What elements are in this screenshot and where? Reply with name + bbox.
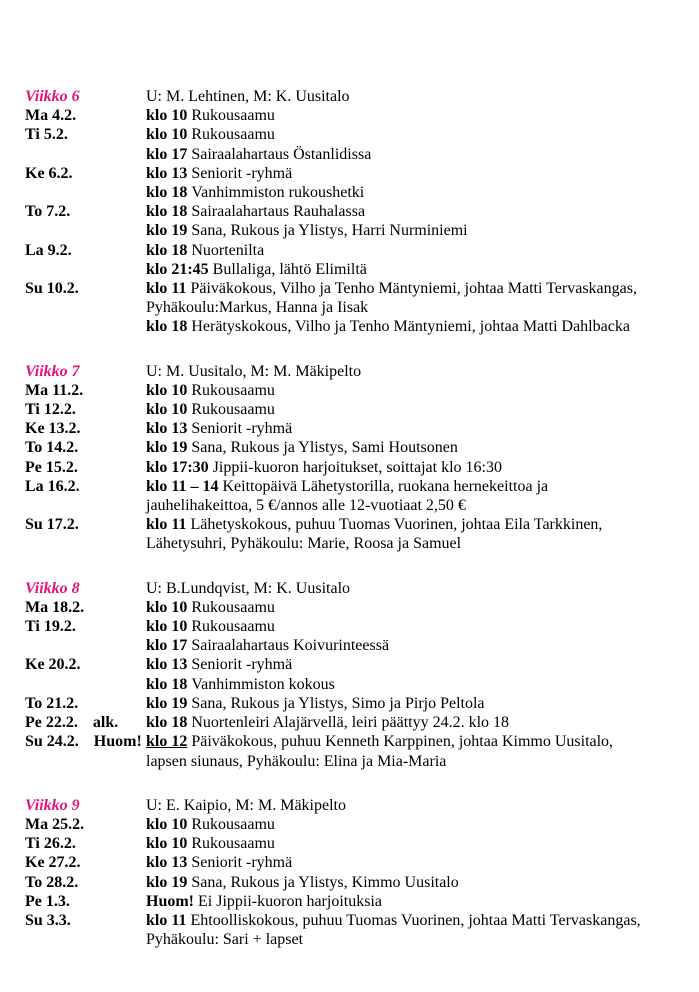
schedule-row bbox=[25, 873, 693, 892]
event-text: Rukousaamu bbox=[191, 401, 275, 419]
schedule-row bbox=[25, 477, 693, 496]
week-leaders-cell bbox=[146, 87, 693, 106]
day-cell bbox=[25, 419, 146, 438]
schedule-row bbox=[25, 930, 693, 949]
schedule-row bbox=[25, 125, 693, 144]
event-time: klo 10 bbox=[146, 815, 188, 833]
event-text: Keittopäivä Lähetystorilla, ruokana hernekeittoa ja bbox=[222, 477, 549, 495]
schedule-row bbox=[25, 164, 693, 183]
event-cell bbox=[146, 298, 693, 317]
event-text: jauhelihakeittoa, 5 €/annos alle 12-vuotiaat 2,50 € bbox=[146, 497, 466, 515]
week-section bbox=[25, 87, 693, 337]
event-cell bbox=[146, 496, 693, 515]
event-cell bbox=[146, 106, 693, 125]
day-label: To 14.2. bbox=[25, 439, 79, 457]
week-leaders-cell bbox=[146, 362, 693, 381]
event-text: Bullaliga, lähtö Elimiltä bbox=[212, 260, 367, 278]
event-cell bbox=[146, 477, 693, 496]
event-cell bbox=[146, 458, 693, 477]
schedule-row bbox=[25, 515, 693, 534]
day-label: Ti 26.2. bbox=[25, 835, 76, 853]
day-label: Su 3.3. bbox=[25, 911, 71, 929]
event-cell bbox=[146, 221, 693, 240]
event-cell bbox=[146, 675, 693, 694]
week-leaders: U: B.Lundqvist, M: K. Uusitalo bbox=[146, 579, 351, 597]
day-label: Su 17.2. bbox=[25, 516, 79, 534]
day-cell bbox=[25, 598, 146, 617]
day-label: Ke 20.2. bbox=[25, 656, 81, 674]
schedule-row bbox=[25, 438, 693, 457]
schedule-row bbox=[25, 202, 693, 221]
event-time: klo 17 bbox=[146, 145, 188, 163]
event-cell bbox=[146, 202, 693, 221]
event-time: klo 10 bbox=[146, 126, 188, 144]
event-time: klo 10 bbox=[146, 598, 188, 616]
day-label: Ma 18.2. bbox=[25, 598, 85, 616]
event-text: Pyhäkoulu:Markus, Hanna ja Iisak bbox=[146, 299, 369, 317]
day-cell bbox=[25, 617, 146, 636]
event-cell bbox=[146, 815, 693, 834]
event-text: Rukousaamu bbox=[191, 126, 275, 144]
event-text: Sana, Rukous ja Ylistys, Sami Houtsonen bbox=[191, 439, 458, 457]
week-label: Viikko 6 bbox=[25, 88, 80, 105]
schedule-row bbox=[25, 617, 693, 636]
event-text: Rukousaamu bbox=[191, 618, 275, 636]
event-time: klo 17 bbox=[146, 637, 188, 655]
event-time: klo 11 bbox=[146, 911, 187, 929]
event-cell bbox=[146, 164, 693, 183]
event-text: Sairaalahartaus Koivurinteessä bbox=[191, 637, 390, 655]
day-cell bbox=[25, 477, 146, 496]
event-time: klo 13 bbox=[146, 420, 188, 438]
week-header-row bbox=[25, 796, 693, 815]
schedule-row bbox=[25, 815, 693, 834]
day-label: La 9.2. bbox=[25, 241, 72, 259]
week-label: Viikko 9 bbox=[25, 796, 80, 814]
event-cell bbox=[146, 183, 693, 202]
event-time: klo 18 bbox=[146, 184, 188, 202]
week-leaders: U: M. Lehtinen, M: K. Uusitalo bbox=[146, 88, 350, 105]
event-text: Seniorit -ryhmä bbox=[191, 164, 293, 182]
event-cell bbox=[146, 145, 693, 164]
week-label-cell bbox=[25, 87, 146, 106]
day-label: Ke 6.2. bbox=[25, 164, 73, 182]
day-cell bbox=[25, 853, 146, 872]
event-time: klo 17:30 bbox=[146, 458, 209, 476]
event-cell bbox=[146, 853, 693, 872]
schedule-row bbox=[25, 636, 693, 655]
day-label: Ma 11.2. bbox=[25, 381, 84, 399]
schedule-row bbox=[25, 713, 693, 732]
week-header-row bbox=[25, 362, 693, 381]
day-cell bbox=[25, 694, 146, 713]
week-label-cell bbox=[25, 362, 146, 381]
schedule-row bbox=[25, 675, 693, 694]
event-text: Päiväkokous, puhuu Kenneth Karppinen, johtaa Kimmo Uusitalo, bbox=[191, 733, 614, 751]
schedule-row bbox=[25, 298, 693, 317]
day-label: To 21.2. bbox=[25, 694, 79, 712]
event-text: Pyhäkoulu: Sari + lapset bbox=[146, 931, 304, 949]
day-cell bbox=[25, 732, 146, 751]
event-time: klo 10 bbox=[146, 401, 188, 419]
schedule-row bbox=[25, 892, 693, 911]
event-text: Rukousaamu bbox=[191, 381, 275, 399]
event-text: Herätyskokous, Vilho ja Tenho Mäntyniemi, johtaa Matti Dahlbacka bbox=[191, 318, 630, 336]
day-label: Pe 22.2. bbox=[25, 714, 78, 732]
week-section bbox=[25, 362, 693, 554]
event-cell bbox=[146, 260, 693, 279]
schedule-row bbox=[25, 655, 693, 674]
day-label: Pe 1.3. bbox=[25, 892, 70, 910]
week-label-cell bbox=[25, 579, 146, 598]
event-text: Sana, Rukous ja Ylistys, Simo ja Pirjo Peltola bbox=[191, 694, 485, 712]
schedule-row bbox=[25, 400, 693, 419]
schedule-row bbox=[25, 752, 693, 771]
event-time: klo 18 bbox=[146, 714, 188, 732]
event-cell bbox=[146, 381, 693, 400]
day-label: Ti 12.2. bbox=[25, 401, 76, 419]
week-section bbox=[25, 796, 693, 950]
day-cell bbox=[25, 873, 146, 892]
schedule-row bbox=[25, 458, 693, 477]
event-cell bbox=[146, 598, 693, 617]
schedule-row bbox=[25, 221, 693, 240]
event-time: klo 10 bbox=[146, 381, 188, 399]
event-cell bbox=[146, 515, 693, 534]
event-time: klo 19 bbox=[146, 873, 188, 891]
day-label: Ti 19.2. bbox=[25, 618, 76, 636]
day-cell bbox=[25, 279, 146, 298]
week-leaders-cell bbox=[146, 796, 693, 815]
event-time: klo 19 bbox=[146, 439, 188, 457]
event-text: Lähetyskokous, puhuu Tuomas Vuorinen, johtaa Eila Tarkkinen, bbox=[190, 516, 603, 534]
schedule-row bbox=[25, 694, 693, 713]
event-text: Ehtoolliskokous, puhuu Tuomas Vuorinen, johtaa Matti Tervaskangas, bbox=[190, 911, 641, 929]
day-cell bbox=[25, 400, 146, 419]
week-label: Viikko 7 bbox=[25, 362, 80, 380]
schedule-row bbox=[25, 381, 693, 400]
event-cell bbox=[146, 279, 693, 298]
event-time: klo 12 bbox=[146, 733, 188, 751]
day-cell bbox=[25, 713, 146, 732]
day-cell bbox=[25, 202, 146, 221]
schedule-row bbox=[25, 183, 693, 202]
event-cell bbox=[146, 713, 693, 732]
schedule-row bbox=[25, 534, 693, 553]
event-cell bbox=[146, 125, 693, 144]
week-header-row bbox=[25, 87, 693, 106]
event-time: Huom! bbox=[146, 892, 194, 910]
event-text: Rukousaamu bbox=[191, 598, 275, 616]
schedule bbox=[25, 87, 693, 949]
day-label: Ma 4.2. bbox=[25, 107, 77, 125]
event-text: Nuortenleiri Alajärvellä, leiri päättyy 24.2. klo 18 bbox=[191, 714, 510, 732]
event-time: klo 13 bbox=[146, 854, 188, 872]
event-cell bbox=[146, 317, 693, 336]
schedule-row bbox=[25, 834, 693, 853]
event-cell bbox=[146, 636, 693, 655]
event-text: Lähetysuhri, Pyhäkoulu: Marie, Roosa ja Samuel bbox=[146, 535, 462, 553]
event-text: Sairaalahartaus Östanlidissa bbox=[191, 145, 372, 163]
event-text: Rukousaamu bbox=[191, 815, 275, 833]
event-time: klo 10 bbox=[146, 107, 188, 125]
event-time: klo 11 bbox=[146, 516, 187, 534]
event-cell bbox=[146, 534, 693, 553]
schedule-row bbox=[25, 260, 693, 279]
day-cell bbox=[25, 655, 146, 674]
event-cell bbox=[146, 752, 693, 771]
day-label: Pe 15.2. bbox=[25, 458, 78, 476]
schedule-row bbox=[25, 419, 693, 438]
schedule-row bbox=[25, 853, 693, 872]
day-cell bbox=[25, 892, 146, 911]
day-label: Ke 27.2. bbox=[25, 854, 81, 872]
event-time: klo 13 bbox=[146, 164, 188, 182]
event-cell bbox=[146, 241, 693, 260]
day-cell bbox=[25, 515, 146, 534]
schedule-row bbox=[25, 279, 693, 298]
event-cell bbox=[146, 400, 693, 419]
day-label: Ma 25.2. bbox=[25, 815, 85, 833]
event-text: Vanhimmiston kokous bbox=[191, 675, 335, 693]
event-cell bbox=[146, 911, 693, 930]
day-label: Ti 5.2. bbox=[25, 126, 68, 144]
week-leaders: U: M. Uusitalo, M: M. Mäkipelto bbox=[146, 362, 362, 380]
event-text: Sana, Rukous ja Ylistys, Kimmo Uusitalo bbox=[191, 873, 459, 891]
event-cell bbox=[146, 438, 693, 457]
event-time: klo 18 bbox=[146, 675, 188, 693]
day-label: La 16.2. bbox=[25, 477, 80, 495]
week-leaders-cell bbox=[146, 579, 693, 598]
event-text: Sana, Rukous ja Ylistys, Harri Nurminiemi bbox=[191, 222, 468, 240]
event-text: Vanhimmiston rukoushetki bbox=[191, 184, 365, 202]
day-cell bbox=[25, 815, 146, 834]
event-text: Ei Jippii-kuoron harjoituksia bbox=[198, 892, 382, 910]
day-label: Su 10.2. bbox=[25, 280, 79, 298]
day-label: Ke 13.2. bbox=[25, 420, 81, 438]
day-label: To 7.2. bbox=[25, 203, 71, 221]
event-text: lapsen siunaus, Pyhäkoulu: Elina ja Mia-Maria bbox=[146, 752, 447, 770]
week-leaders: U: E. Kaipio, M: M. Mäkipelto bbox=[146, 796, 346, 814]
event-time: klo 18 bbox=[146, 318, 188, 336]
event-text: Rukousaamu bbox=[191, 107, 275, 125]
event-time: klo 13 bbox=[146, 656, 188, 674]
event-cell bbox=[146, 873, 693, 892]
event-text: Seniorit -ryhmä bbox=[191, 854, 293, 872]
schedule-row bbox=[25, 317, 693, 336]
day-cell bbox=[25, 125, 146, 144]
event-text: Seniorit -ryhmä bbox=[191, 656, 293, 674]
event-time: klo 10 bbox=[146, 618, 188, 636]
day-cell bbox=[25, 241, 146, 260]
event-time: klo 19 bbox=[146, 222, 188, 240]
event-cell bbox=[146, 419, 693, 438]
event-time: klo 18 bbox=[146, 241, 188, 259]
event-cell bbox=[146, 732, 693, 751]
schedule-row bbox=[25, 732, 693, 751]
event-cell bbox=[146, 930, 693, 949]
event-time: klo 11 bbox=[146, 280, 187, 298]
schedule-row bbox=[25, 911, 693, 930]
event-text: Rukousaamu bbox=[191, 835, 275, 853]
event-time: klo 21:45 bbox=[146, 260, 209, 278]
schedule-row bbox=[25, 106, 693, 125]
event-cell bbox=[146, 617, 693, 636]
day-cell bbox=[25, 164, 146, 183]
day-cell bbox=[25, 381, 146, 400]
event-cell bbox=[146, 892, 693, 911]
week-header-row bbox=[25, 579, 693, 598]
schedule-row bbox=[25, 145, 693, 164]
event-cell bbox=[146, 834, 693, 853]
day-cell bbox=[25, 438, 146, 457]
event-time: klo 11 – 14 bbox=[146, 477, 219, 495]
day-label: To 28.2. bbox=[25, 873, 79, 891]
event-text: Jippii-kuoron harjoitukset, soittajat klo 16:30 bbox=[212, 458, 502, 476]
day-cell bbox=[25, 834, 146, 853]
week-label: Viikko 8 bbox=[25, 579, 80, 597]
day-label: Su 24.2. bbox=[25, 733, 79, 751]
day-note: alk. bbox=[92, 714, 119, 732]
day-note: Huom! bbox=[93, 733, 142, 751]
day-cell bbox=[25, 458, 146, 477]
event-cell bbox=[146, 694, 693, 713]
event-text: Päiväkokous, Vilho ja Tenho Mäntyniemi, johtaa Matti Tervaskangas, bbox=[190, 280, 637, 298]
day-cell bbox=[25, 106, 146, 125]
schedule-row bbox=[25, 241, 693, 260]
event-time: klo 10 bbox=[146, 835, 188, 853]
event-text: Nuortenilta bbox=[191, 241, 265, 259]
schedule-row bbox=[25, 598, 693, 617]
event-text: Seniorit -ryhmä bbox=[191, 420, 293, 438]
event-cell bbox=[146, 655, 693, 674]
event-text: Sairaalahartaus Rauhalassa bbox=[191, 203, 366, 221]
day-cell bbox=[25, 911, 146, 930]
week-section bbox=[25, 579, 693, 771]
event-time: klo 19 bbox=[146, 694, 188, 712]
schedule-row bbox=[25, 496, 693, 515]
event-time: klo 18 bbox=[146, 203, 188, 221]
week-label-cell bbox=[25, 796, 146, 815]
